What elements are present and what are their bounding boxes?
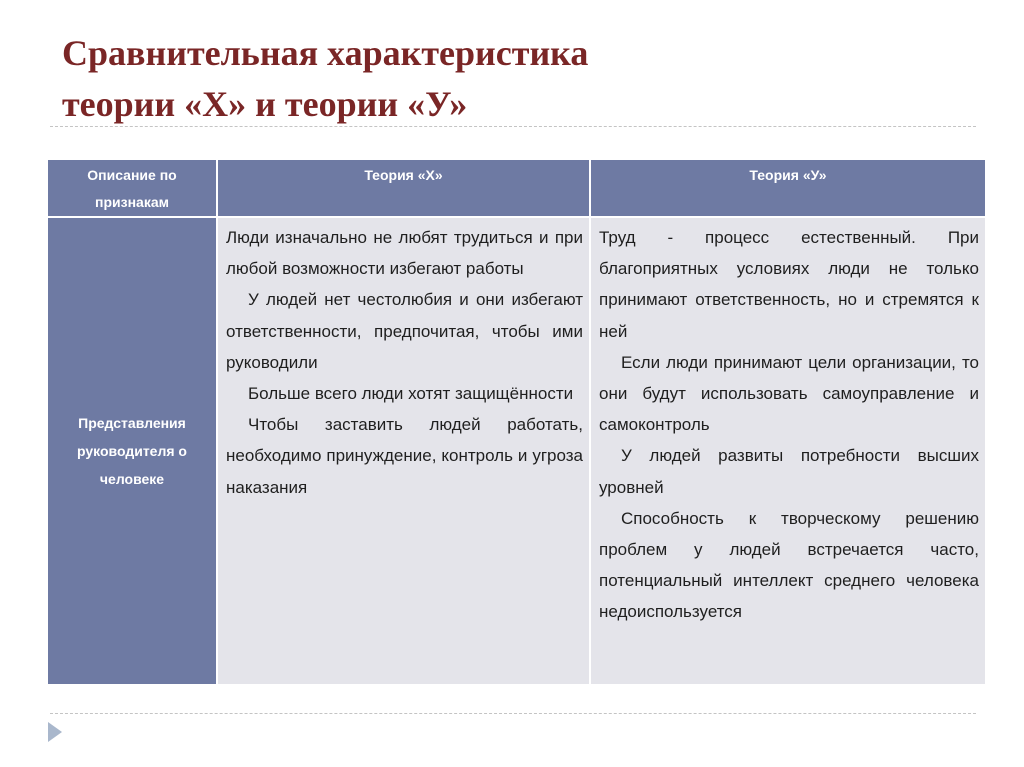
header-theory-x: Теория «Х»	[217, 159, 590, 217]
theory-x-cell	[217, 217, 590, 685]
theory-y-cell	[590, 217, 986, 685]
play-arrow-icon	[48, 722, 62, 742]
theory-x-statement: Люди изначально не любят трудиться и при любой возможности избегают работы	[226, 228, 583, 279]
table-row	[47, 217, 986, 685]
comparison-table	[46, 158, 987, 686]
theory-y-statement: Труд - процесс естественный. При благоприятных условиях люди не только принимают ответственность, но и стремятся к ней	[599, 228, 979, 341]
title-divider	[50, 126, 976, 127]
theory-x-statement: Чтобы заставить людей работать, необходимо принуждение, контроль и угроза наказания	[226, 415, 583, 497]
slide-title-line-2: теории «Х» и теории «У»	[62, 84, 468, 124]
theory-x-statement: У людей нет честолюбия и они избегают ответственности, предпочитая, чтобы ими руководили	[226, 290, 583, 372]
theory-x-statement: Больше всего люди хотят защищённости	[248, 384, 574, 404]
table-header-row	[47, 159, 986, 217]
row-criterion-cell: Представления руководителя о человеке	[47, 217, 217, 685]
theory-y-statement: Способность к творческому решению проблем у людей встречается часто, потенциальный интеллект среднего человека недоиспользуется	[599, 508, 979, 622]
theory-y-statement: Если люди принимают цели организации, то они будут использовать самоуправление и самоконтроль	[599, 352, 979, 435]
slide-title-line-1: Сравнительная характеристика	[62, 33, 589, 73]
slide-title	[62, 28, 962, 130]
header-criterion: Описание по признакам	[47, 159, 217, 217]
footer-divider	[50, 713, 976, 714]
theory-y-statement: У людей развиты потребности высших уровней	[599, 446, 979, 497]
header-theory-y: Теория «У»	[590, 159, 986, 217]
